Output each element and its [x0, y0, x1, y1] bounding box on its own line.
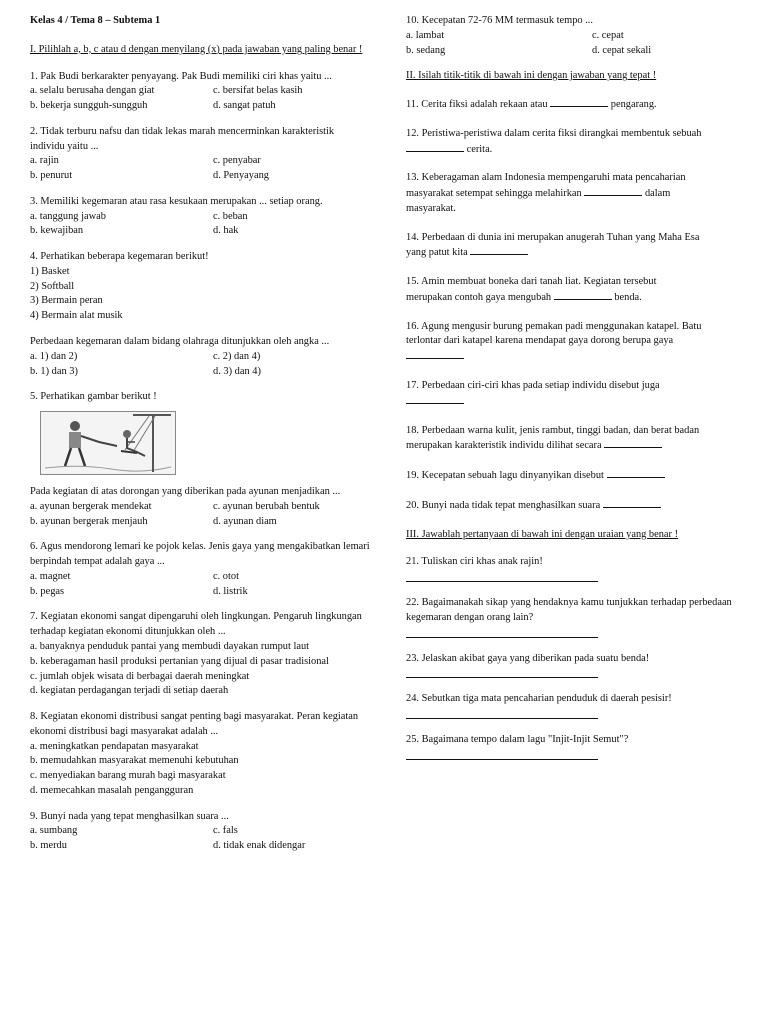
question-text: 11. Cerita fiksi adalah rekaan atau	[406, 99, 548, 111]
option-c: c. beban	[213, 210, 248, 222]
left-column	[30, 14, 370, 865]
option-d: d. Penyayang	[213, 170, 269, 182]
option-d: d. tidak enak didengar	[213, 840, 306, 852]
option-c: c. bersifat belas kasih	[213, 85, 303, 97]
question-text: 14. Perbedaan di dunia ini merupakan anugerah Tuhan yang Maha Esa	[406, 231, 700, 243]
question-19	[406, 468, 746, 484]
question-text-3: masyarakat.	[406, 202, 456, 214]
option-c: c. cepat	[592, 29, 624, 41]
right-column	[406, 14, 746, 771]
option-d: d. memecahkan masalah pengangguran	[30, 784, 194, 796]
question-15	[406, 275, 746, 306]
answer-blank[interactable]	[604, 438, 662, 448]
question-10	[406, 14, 746, 58]
option-d: d. listrik	[213, 585, 248, 597]
option-b: b. keberagaman hasil produksi pertanian yang dijual di pasar tradisional	[30, 655, 329, 667]
options	[30, 500, 370, 530]
question-text-2: Pada kegiatan di atas dorongan yang diberikan pada ayunan menjadikan ...	[30, 486, 341, 498]
option-a: a. meningkatkan pendapatan masyarakat	[30, 740, 199, 752]
option-b: b. memudahkan masyarakat memenuhi kebutuhan	[30, 755, 239, 767]
option-d: d. sangat patuh	[213, 100, 276, 112]
question-14	[406, 231, 746, 262]
question-text: 22. Bagaimanakah sikap yang hendaknya kamu tunjukkan terhadap perbedaan kegemaran dengan orang lain?	[406, 597, 732, 623]
option-c: c. otot	[213, 570, 239, 582]
question-text: 3. Memiliki kegemaran atau rasa kesukaan merupakan ... setiap orang.	[30, 195, 323, 207]
question-25	[406, 733, 746, 760]
section-2-instruction: II. Isilah titik-titik di bawah ini dengan jawaban yang tepat !	[406, 70, 657, 82]
question-text: 6. Agus mendorong lemari ke pojok kelas. Jenis gaya yang mengakibatkan lemari berpindah tempat adalah gaya ...	[30, 541, 370, 568]
answer-blank[interactable]	[470, 245, 528, 255]
question-text: 13. Keberagaman alam Indonesia mempengaruhi mata pencaharian	[406, 172, 686, 184]
option-b: b. pegas	[30, 585, 65, 597]
options	[30, 824, 370, 854]
question-6	[30, 540, 370, 599]
question-text-2: yang patut kita	[406, 247, 468, 259]
question-text: 4. Perhatikan beberapa kegemaran berikut!	[30, 251, 209, 263]
option-b: b. ayunan bergerak menjauh	[30, 515, 148, 527]
question-11	[406, 97, 746, 113]
option-d: d. ayunan diam	[213, 515, 277, 527]
answer-line[interactable]	[406, 572, 598, 582]
answer-line[interactable]	[406, 628, 598, 638]
option-d: d. kegiatan perdagangan terjadi di setiap daerah	[30, 685, 229, 697]
list-item: 1) Basket	[30, 265, 70, 277]
section-1-instruction: I. Pilihlah a, b, c atau d dengan menyilang (x) pada jawaban yang paling benar !	[30, 43, 363, 55]
option-a: a. ayunan bergerak mendekat	[30, 500, 152, 512]
question-text: 5. Perhatikan gambar berikut !	[30, 391, 157, 403]
option-a: a. tanggung jawab	[30, 210, 106, 222]
options	[406, 29, 746, 59]
question-text: 18. Perbedaan warna kulit, jenis rambut, tinggi badan, dan berat badan	[406, 424, 700, 436]
options	[30, 84, 370, 114]
question-text-2: merupakan karakteristik individu dilihat secara	[406, 440, 602, 452]
question-8	[30, 710, 370, 799]
answer-blank[interactable]	[554, 290, 612, 300]
option-a: a. rajin	[30, 155, 59, 167]
question-17	[406, 379, 746, 410]
list-item: 2) Softball	[30, 280, 75, 292]
option-b: b. bekerja sungguh-sungguh	[30, 100, 148, 112]
question-23	[406, 652, 746, 679]
question-18	[406, 424, 746, 455]
question-22	[406, 596, 746, 638]
option-a: a. sumbang	[30, 825, 78, 837]
option-c: c. fals	[213, 825, 238, 837]
section-3-instruction: III. Jawablah pertanyaan di bawah ini dengan uraian yang benar !	[406, 528, 679, 540]
question-text: 9. Bunyi nada yang tepat menghasilkan suara ...	[30, 810, 229, 822]
question-text: 10. Kecepatan 72-76 MM termasuk tempo ...	[406, 15, 593, 26]
answer-line[interactable]	[406, 668, 598, 678]
question-text: 25. Bagaimana tempo dalam lagu "Injit-Injit Semut"?	[406, 734, 629, 746]
question-2	[30, 125, 370, 184]
answer-blank[interactable]	[406, 394, 464, 404]
option-c: c. ayunan berubah bentuk	[213, 500, 320, 512]
question-text: 19. Kecepatan sebuah lagu dinyanyikan disebut	[406, 470, 604, 482]
question-16	[406, 320, 746, 365]
answer-blank[interactable]	[607, 468, 665, 478]
question-text-2: Perbedaan kegemaran dalam bidang olahraga ditunjukkan oleh angka ...	[30, 336, 330, 348]
answer-blank[interactable]	[550, 97, 608, 107]
answer-line[interactable]	[406, 750, 598, 760]
question-text-after: dalam	[644, 188, 671, 200]
question-9	[30, 810, 370, 854]
question-text: 2. Tidak terburu nafsu dan tidak lekas marah mencerminkan karakteristik individu yaitu ...	[30, 125, 335, 152]
question-text: 15. Amin membuat boneka dari tanah liat. Kegiatan tersebut	[406, 276, 657, 288]
swing-push-icon	[41, 412, 175, 474]
question-text: 7. Kegiatan ekonomi sangat dipengaruhi oleh lingkungan. Pengaruh lingkungan terhadap kegiatan ekonomi ditunjukkan oleh ...	[30, 611, 362, 638]
question-text: 23. Jelaskan akibat gaya yang diberikan pada suatu benda!	[406, 652, 650, 664]
question-4	[30, 250, 370, 379]
question-3	[30, 195, 370, 239]
question-text-2: terlontar dari katapel karena mendapat gaya dorong berupa gaya	[406, 335, 674, 347]
answer-blank[interactable]	[406, 142, 464, 152]
question-20	[406, 498, 746, 514]
options	[30, 210, 370, 240]
option-c: c. penyabar	[213, 155, 261, 167]
option-a: a. magnet	[30, 570, 71, 582]
swing-illustration	[40, 411, 176, 475]
question-text-after: pengarang.	[610, 99, 657, 111]
option-a: a. 1) dan 2)	[30, 350, 78, 362]
option-c: c. 2) dan 4)	[213, 350, 261, 362]
question-text: 24. Sebutkan tiga mata pencaharian penduduk di daerah pesisir!	[406, 693, 672, 705]
option-d: d. hak	[213, 225, 239, 237]
option-a: a. banyaknya penduduk pantai yang membudi dayakan rumput laut	[30, 640, 310, 652]
question-text: 1. Pak Budi berkarakter penyayang. Pak Budi memiliki ciri khas yaitu ...	[30, 70, 332, 82]
list-item: 4) Bermain alat musik	[30, 310, 123, 322]
options	[30, 350, 370, 380]
question-text-after: cerita.	[466, 143, 493, 155]
option-b: b. 1) dan 3)	[30, 365, 78, 377]
option-b: b. kewajiban	[30, 225, 84, 237]
option-c: c. jumlah objek wisata di berbagai daerah meningkat	[30, 670, 250, 682]
option-c: c. menyediakan barang murah bagi masyarakat	[30, 770, 226, 782]
question-12	[406, 127, 746, 158]
question-text: 20. Bunyi nada tidak tepat menghasilkan suara	[406, 499, 601, 511]
worksheet-title: Kelas 4 / Tema 8 – Subtema 1	[30, 15, 161, 26]
option-a: a. lambat	[406, 29, 445, 41]
question-1	[30, 70, 370, 114]
question-21	[406, 555, 746, 582]
option-b: b. merdu	[30, 840, 67, 852]
option-b: b. sedang	[406, 44, 446, 56]
question-text: 12. Peristiwa-peristiwa dalam cerita fiksi dirangkai membentuk sebuah	[406, 127, 702, 139]
option-a: a. selalu berusaha dengan giat	[30, 85, 155, 97]
question-text: 21. Tuliskan ciri khas anak rajin!	[406, 556, 543, 568]
options	[30, 570, 370, 600]
question-text: 17. Perbedaan ciri-ciri khas pada setiap individu disebut juga	[406, 380, 660, 392]
answer-line[interactable]	[406, 709, 598, 719]
question-24	[406, 692, 746, 719]
question-5	[30, 390, 370, 529]
option-d: d. cepat sekali	[592, 44, 652, 56]
answer-blank[interactable]	[406, 349, 464, 359]
question-text-2: merupakan contoh gaya mengubah	[406, 291, 552, 303]
question-7	[30, 610, 370, 699]
question-text: 16. Agung mengusir burung pemakan padi menggunakan katapel. Batu	[406, 320, 702, 332]
question-text-after: benda.	[614, 291, 642, 303]
option-b: b. penurut	[30, 170, 73, 182]
list-item: 3) Bermain peran	[30, 295, 103, 307]
answer-blank[interactable]	[584, 186, 642, 196]
question-text-2: masyarakat setempat sehingga melahirkan	[406, 188, 582, 200]
question-text: 8. Kegiatan ekonomi distribusi sangat penting bagi masyarakat. Peran kegiatan ekonomi distribusi bagi masyarakat adalah ...	[30, 711, 359, 737]
option-d: d. 3) dan 4)	[213, 365, 261, 377]
answer-blank[interactable]	[603, 498, 661, 508]
question-13	[406, 171, 746, 216]
options	[30, 154, 370, 184]
